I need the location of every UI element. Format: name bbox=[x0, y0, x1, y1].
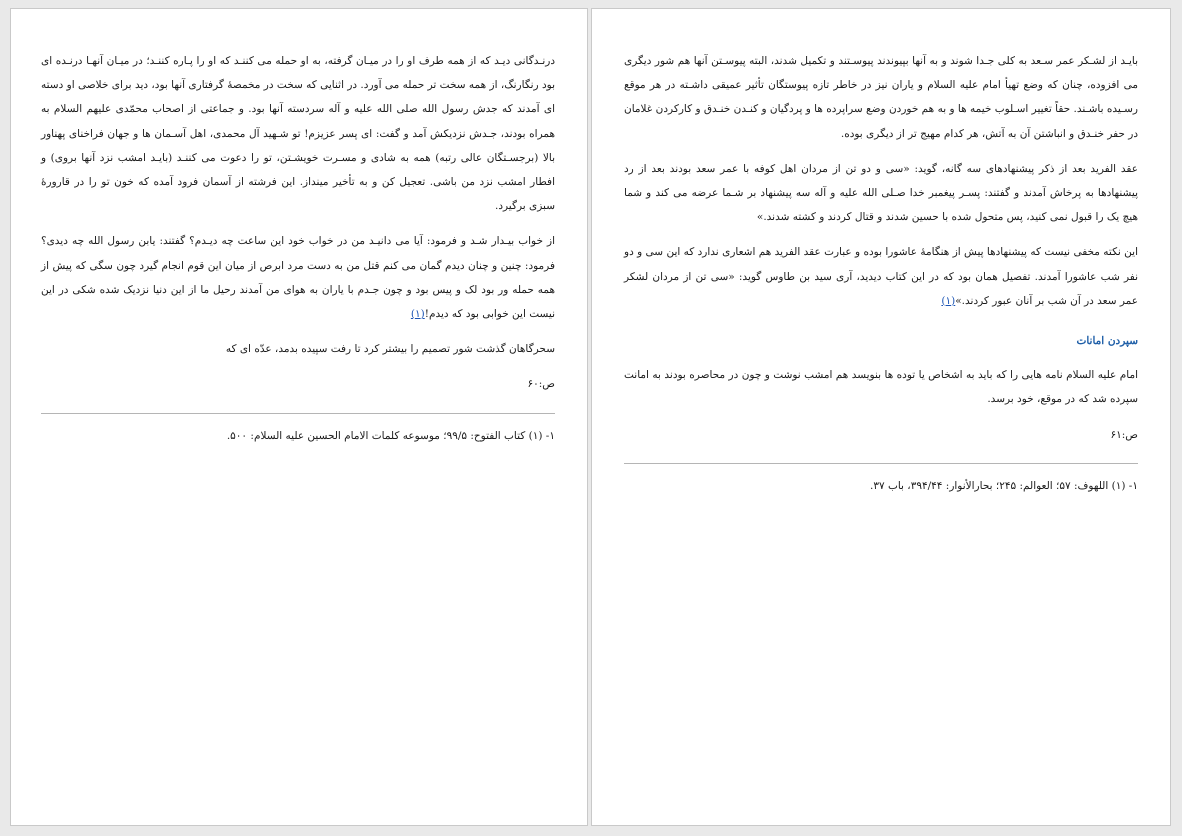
page-right bbox=[591, 8, 1171, 826]
paragraph: امام علیه السلام نامه هایی را که باید به اشخاص یا توده ها بنویسد هم امشب نوشت و چون در محاصره بودند به امانت سپرده شد که در موقع، خود برسد. bbox=[624, 369, 1138, 406]
footnote-divider bbox=[624, 463, 1138, 464]
footnote: ۱- (۱) اللهوف: ۵۷؛ العوالم: ۲۴۵؛ بحارالأنوار: ۳۹۴/۴۴، باب ۳۷. bbox=[869, 479, 1138, 492]
paragraph: بایـد از لشـکر عمر سـعد به کلی جـدا شوند و به آنها بپیوندند پیوسـتند و تکمیل شدند، البته پیوسـتن آنها هم شور دیگری می افزوده، چنان که وضع تهیأ امام علیه السلام و یاران نیز در خاطر تازه پیوستگان تأثیر عمیقی داشـته در هر موقع رسـیده باشـند. حقاً تغییر اسـلوب خیمه ها و به هم خوردن وضع سراپرده ها و پردگیان و کنـدن خنـدق و کارکردن غلامان در حفر خنـدق و انباشتن آن به آتش، هر کدام مهیج تر از دیگری بوده. bbox=[624, 55, 1138, 140]
page-right-content bbox=[624, 49, 1138, 498]
paragraph: این نکته مخفی نیست که پیشنهادها پیش از هنگامهٔ عاشورا بوده و عبارت عقد الفرید هم اشعاری ندارد که این سی و دو نفر شب عاشورا آمدند. تفصیل همان بود که در این کتاب دیدید، آری سید بن طاوس گوید: «سی تن از مردان لشکر عمر سعد در آن شب بر آنان عبور کردند.»(۱) bbox=[624, 246, 1138, 307]
section-heading: سپردن امانات bbox=[1076, 335, 1138, 348]
paragraph: سحرگاهان گذشت شور تصمیم را بیشتر کرد تا رفت سپیده بدمد، عدّه ای که bbox=[225, 343, 555, 356]
footnote: ۱- (۱) کتاب الفتوح: ۹۹/۵؛ موسوعه کلمات الامام الحسین علیه السلام: ۵۰۰. bbox=[226, 429, 555, 442]
page-left bbox=[10, 8, 588, 826]
footnote-link[interactable]: (۱) bbox=[410, 308, 425, 321]
page-number: ص:۶۰ bbox=[527, 378, 555, 391]
footnote-link[interactable]: (۱) bbox=[941, 294, 956, 307]
page-number: ص:۶۱ bbox=[1110, 428, 1138, 441]
page-left-content bbox=[41, 49, 555, 448]
paragraph: درنـدگانی دیـد که از همه طرف او را در میـان گرفته، به او حمله می کننـد که او را پـاره کننـد؛ در میـان آنهـا درنـده ای بود رنگارنگ، از همه سخت تر حمله می آورد. در اثنایی که سخت در مخمصهٔ گرفتاری آنها بود، دید برای خلاصی او دسته ای آمدند که جدش رسول الله صلی الله علیه و آله سردسته آنها بود. و جماعتی از اصحاب محمّدی علیهم السلام به همراه بودند، جـدش نزدیکش آمد و گفت: ای پسر عزیزم! تو شـهید آل محمدی، اهل آسـمان ها و جهان فراخنای پهناور بالا (برجسـتگان عالی رتبه) همه به شادی و مسـرت خویشـتن، تو را دعوت می کننـد (بایـد امشب نزد آنها بروی) و افطار امشب نزد من باشی. تعجیل کن و به تأخیر مینداز. این فرشته از آسمان فرود آمده که خون تو را در قارورهٔ سبزی برگیرد. bbox=[41, 55, 555, 213]
paragraph: از خواب بیـدار شـد و فرمود: آیا می دانیـد من در خواب خود این ساعت چه دیـدم؟ گفتند: یابن رسول الله چه دیدی؟ فرمود: چنین و چنان دیدم گمان می کنم قتل من به دست مرد ابرص از میان این قوم انجام گیرد چون سگی که پیش از همه حمله ور بود لک و پیس بود و چون جـدم با یاران به هوای من آمدند رحیل ما از این دنیا نزدیک شده شکی در این نیست این خوابی بود که دیدم!(۱) bbox=[41, 235, 555, 321]
paragraph: عقد الفرید بعد از ذکر پیشنهادهای سه گانه، گوید: «سی و دو تن از مردان اهل کوفه با عمر سعد بودند بعد از رد پیشنهادها به پرخاش آمدند و گفتند: پسـر پیغمبر خدا صـلی الله علیه و آله سه پیشنهاد بر شـما عرضه می کند و شما هیچ یک را قبول نمی کنید، پس متحول شده با حسین شدند و قتال کردند و کشته شدند.» bbox=[624, 162, 1138, 224]
footnote-divider bbox=[41, 413, 555, 414]
